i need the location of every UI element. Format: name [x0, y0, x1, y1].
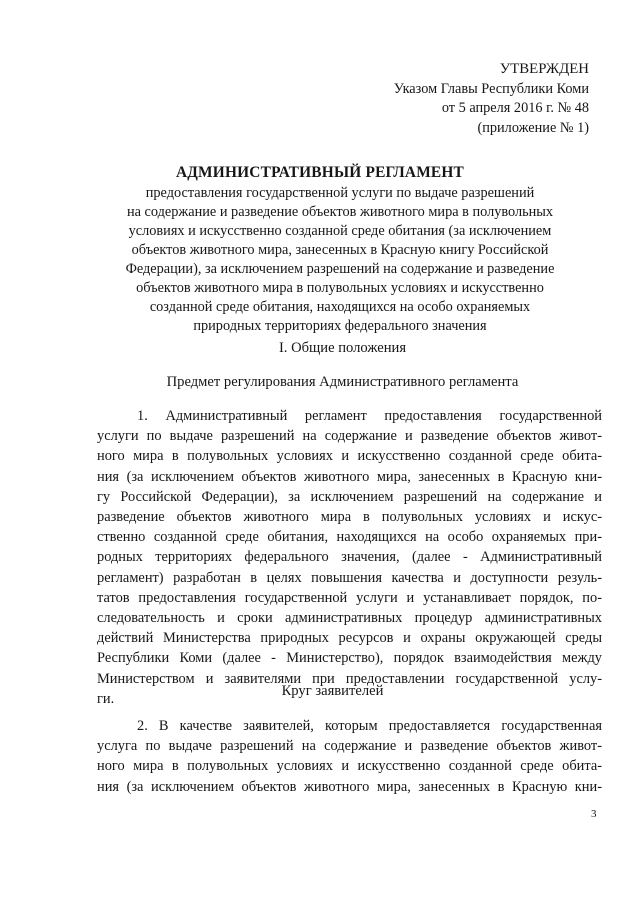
approval-line-2: от 5 апреля 2016 г. № 48: [441, 100, 589, 116]
subtitle-line: созданной среде обитания, находящихся на особо охраняемых: [149, 299, 531, 315]
paragraph-line: 2. В качестве заявителей, которым предоставляется государственная: [137, 718, 602, 734]
paragraph-line: Республики Коми (далее - Министерство), порядок взаимодействия между: [97, 650, 602, 667]
approval-line-3: (приложение № 1): [477, 119, 589, 136]
paragraph-line: ги.: [97, 690, 115, 707]
paragraph-1: [97, 406, 602, 709]
paragraph-line: услуги по выдаче разрешений на содержание и разведение объектов живот-: [97, 428, 602, 445]
paragraph-line: ного мира в полувольных условиях и искусственно созданной среде обита-: [97, 448, 602, 465]
paragraph-line: ственно созданной среде обитания, находящихся на особо охраняемых при-: [97, 529, 602, 546]
subtitle-line: условиях и искусственно созданной среде обитания (за исключением: [128, 223, 552, 239]
approval-title: УТВЕРЖДЕН: [499, 61, 589, 77]
paragraph-line: ного мира в полувольных условиях и искусственно созданной среде обита-: [97, 758, 602, 775]
subtitle-line: природных территориях федерального значения: [193, 318, 487, 334]
page-number: 3: [591, 808, 597, 820]
paragraph-line: следовательность и сроки административных процедур административных: [97, 610, 602, 627]
section-heading-general: I. Общие положения: [278, 340, 407, 356]
paragraph-line: действий Министерства природных ресурсов и охраны окружающей среды: [97, 630, 602, 647]
paragraph-2: [97, 716, 602, 797]
subtitle-line: Федерации), за исключением разрешений на содержание и разведение: [125, 261, 555, 277]
paragraph-line: регламент) разработан в целях повышения качества и доступности резуль-: [97, 569, 602, 586]
subtitle-line: объектов животного мира, занесенных в Красную книгу Российской: [131, 242, 549, 258]
subsection-heading-applicants: Круг заявителей: [281, 683, 384, 699]
paragraph-line: 1. Административный регламент предоставления государственной: [137, 408, 602, 424]
paragraph-line: Министерством и заявителями при предоставлении государственной услу-: [97, 670, 602, 687]
paragraph-line: разведение объектов животного мира в полувольных условиях и искус-: [97, 509, 602, 526]
document-title: АДМИНИСТРАТИВНЫЙ РЕГЛАМЕНТ: [175, 164, 465, 181]
document-subtitle: [95, 184, 585, 336]
approval-stamp: [394, 60, 589, 138]
subtitle-line: на содержание и разведение объектов животного мира в полувольных: [126, 204, 554, 220]
paragraph-line: ния (за исключением объектов животного мира, занесенных в Красную кни-: [97, 778, 602, 795]
paragraph-line: гу Российской Федерации), за исключением разрешений на содержание и: [97, 488, 602, 505]
subsection-heading-subject: Предмет регулирования Административного регламента: [166, 374, 519, 390]
paragraph-line: ния (за исключением объектов животного мира, занесенных в Красную кни-: [97, 468, 602, 485]
subtitle-line: предоставления государственной услуги по выдаче разрешений: [145, 185, 535, 201]
paragraph-line: услуга по выдаче разрешений на содержание и разведение объектов живот-: [97, 738, 602, 755]
paragraph-line: татов предоставления государственной услуги и устанавливает порядок, по-: [97, 589, 602, 606]
approval-line-1: Указом Главы Республики Коми: [393, 80, 589, 97]
paragraph-line: родных территориях федерального значения, (далее - Административный: [97, 549, 602, 566]
subtitle-line: объектов животного мира в полувольных условиях и искусственно: [136, 280, 544, 296]
